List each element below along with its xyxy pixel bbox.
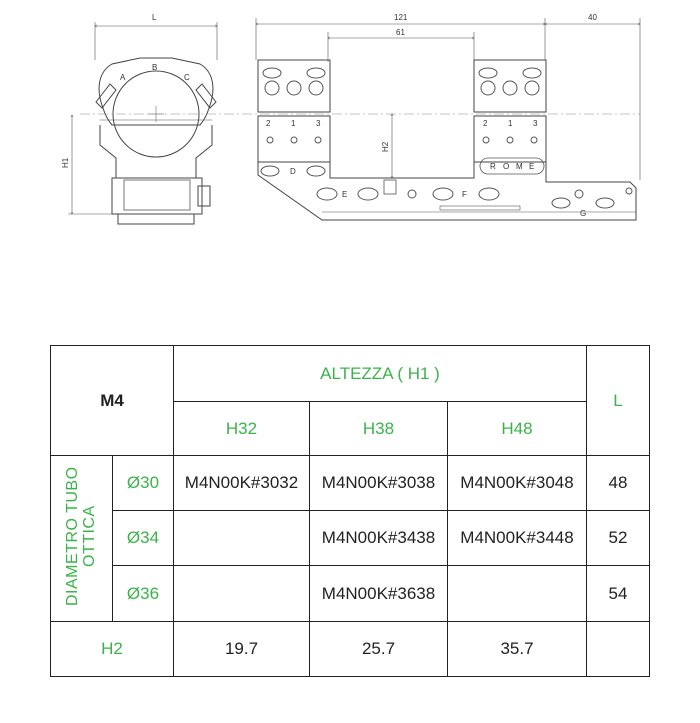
- part-number-cell: M4N00K#3038: [310, 456, 448, 511]
- hole-letter-e: E: [342, 190, 348, 199]
- part-number-cell: [174, 566, 310, 622]
- ring-letter-c: C: [184, 73, 190, 82]
- height-header-h48: H48: [448, 402, 587, 456]
- part-number-cell: [448, 566, 587, 622]
- part-number-cell: M4N00K#3448: [448, 511, 587, 566]
- l-header: L: [587, 346, 650, 456]
- rail-number: 1: [291, 119, 296, 128]
- rail-number: 2: [483, 119, 488, 128]
- brand-letter: E: [529, 162, 535, 171]
- ring-letter-b: B: [152, 63, 158, 72]
- diameter-cell: Ø34: [113, 511, 174, 566]
- brand-letter: O: [503, 162, 510, 171]
- dim-l-label: L: [152, 13, 157, 22]
- part-number-cell: M4N00K#3438: [310, 511, 448, 566]
- rail-number: 1: [508, 119, 513, 128]
- part-number-cell: [174, 511, 310, 566]
- dim-61-label: 61: [396, 28, 405, 37]
- part-number-cell: M4N00K#3048: [448, 456, 587, 511]
- diameter-cell: Ø36: [113, 566, 174, 622]
- rail-number: 2: [266, 119, 271, 128]
- dim-h1-label: H1: [61, 157, 70, 168]
- h2-value-cell: 35.7: [448, 622, 587, 677]
- hole-letter-d: D: [290, 167, 296, 176]
- part-number-cell: M4N00K#3638: [310, 566, 448, 622]
- height-header-h32: H32: [174, 402, 310, 456]
- ring-letter-a: A: [120, 73, 126, 82]
- brand-letter: M: [516, 162, 523, 171]
- part-number-cell: M4N00K#3032: [174, 456, 310, 511]
- rail-number: 3: [533, 119, 538, 128]
- altezza-header: ALTEZZA ( H1 ): [174, 346, 587, 402]
- l-value-cell: 52: [587, 511, 650, 566]
- side-view: [256, 18, 640, 220]
- brand-letter: R: [490, 162, 496, 171]
- hole-letter-f: F: [462, 190, 467, 199]
- diametro-cell: [51, 456, 113, 622]
- rail-number: 3: [316, 119, 321, 128]
- h2-value-cell: 19.7: [174, 622, 310, 677]
- dim-h2-label: H2: [381, 141, 390, 152]
- h2-value-cell: 25.7: [310, 622, 448, 677]
- h2-l-cell: [587, 622, 650, 677]
- dim-40-label: 40: [588, 13, 597, 22]
- l-value-cell: 48: [587, 456, 650, 511]
- front-view: [68, 22, 217, 224]
- dim-121-label: 121: [394, 13, 408, 22]
- spec-table: [50, 345, 650, 677]
- diametro-label: DIAMETRO TUBO OTTICA: [63, 466, 98, 606]
- h2-label: H2: [51, 622, 174, 677]
- hole-letter-g: G: [580, 209, 587, 218]
- diameter-cell: Ø30: [113, 456, 174, 511]
- l-value-cell: 54: [587, 566, 650, 622]
- model-label: M4: [51, 346, 174, 456]
- technical-drawing: [0, 0, 700, 250]
- height-header-h38: H38: [310, 402, 448, 456]
